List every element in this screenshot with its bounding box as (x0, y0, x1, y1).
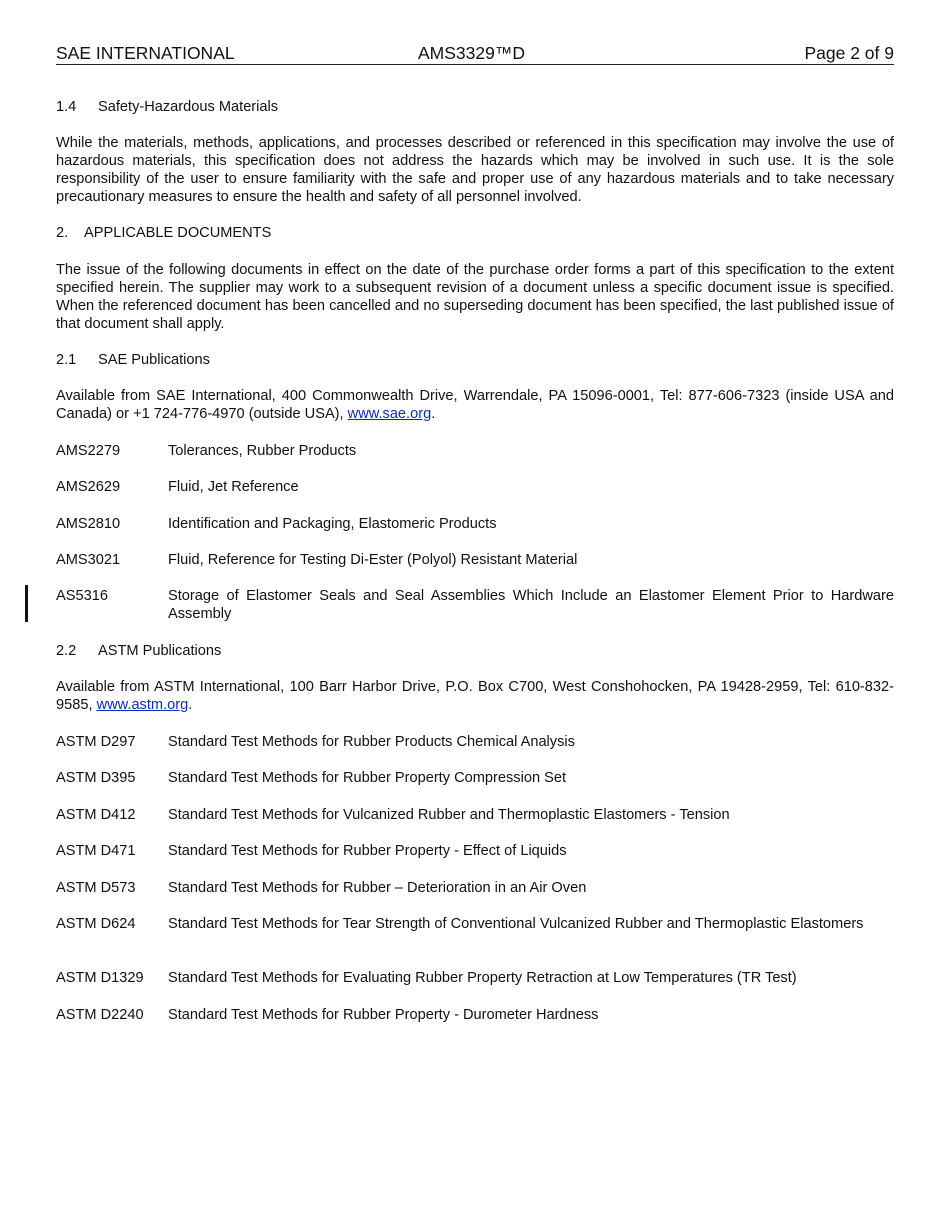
revision-change-bar (25, 585, 28, 622)
reference-code: ASTM D297 (56, 734, 136, 750)
astm-availability-paragraph (56, 678, 894, 714)
astm-website-link[interactable]: www.astm.org (96, 697, 189, 713)
reference-title: Tolerances, Rubber Products (168, 443, 357, 459)
reference-title: Standard Test Methods for Rubber Products Chemical Analysis (168, 734, 575, 750)
section-2-body: The issue of the following documents in effect on the date of the purchase order forms a part of this specification to the extent specified herein. The supplier may work to a subsequent revision of a document unless a specific document issue is specified. When the referenced document has been cancelled and no superseding document has been specified, the last published issue of that document shall apply. (56, 262, 894, 332)
section-number: 2. (56, 225, 69, 241)
header-org: SAE INTERNATIONAL (56, 43, 235, 63)
reference-code: AMS2810 (56, 516, 121, 532)
reference-code: AMS2629 (56, 479, 121, 495)
reference-code: ASTM D624 (56, 916, 136, 932)
section-number: 2.1 (56, 352, 77, 368)
reference-code: AMS2279 (56, 443, 121, 459)
reference-code: AMS3021 (56, 552, 121, 568)
reference-title: Standard Test Methods for Rubber Property Compression Set (168, 770, 567, 786)
section-number: 1.4 (56, 99, 77, 115)
reference-code: ASTM D2240 (56, 1007, 144, 1023)
section-2-1-heading (56, 351, 894, 369)
astm-availability-end: . (188, 697, 193, 713)
reference-title: Standard Test Methods for Rubber Property - Durometer Hardness (168, 1007, 599, 1023)
reference-title: Standard Test Methods for Vulcanized Rubber and Thermoplastic Elastomers - Tension (168, 807, 730, 823)
section-2-heading (56, 224, 894, 242)
reference-title: Standard Test Methods for Tear Strength of Conventional Vulcanized Rubber and Thermoplastic Elastomers (168, 916, 864, 932)
reference-title: Storage of Elastomer Seals and Seal Assemblies Which Include an Elastomer Element Prior to Hardware Assembly (168, 588, 894, 622)
section-title: ASTM Publications (98, 643, 222, 659)
reference-title: Fluid, Jet Reference (168, 479, 299, 495)
section-title: SAE Publications (98, 352, 210, 368)
reference-title: Standard Test Methods for Rubber Property - Effect of Liquids (168, 843, 567, 859)
section-title: APPLICABLE DOCUMENTS (84, 225, 272, 241)
header-page-number: Page 2 of 9 (804, 43, 894, 63)
section-number: 2.2 (56, 643, 77, 659)
sae-availability-end: . (431, 406, 436, 422)
reference-code: ASTM D471 (56, 843, 136, 859)
page-header (56, 42, 894, 65)
section-2-2-heading (56, 642, 894, 660)
reference-title: Fluid, Reference for Testing Di-Ester (Polyol) Resistant Material (168, 552, 578, 568)
reference-code: ASTM D573 (56, 880, 136, 896)
reference-code: ASTM D395 (56, 770, 136, 786)
sae-website-link[interactable]: www.sae.org (347, 406, 432, 422)
section-1-4-heading (56, 98, 894, 116)
astm-availability-text: Available from ASTM International, 100 Barr Harbor Drive, P.O. Box C700, West Conshohocken, PA 19428-2959, Tel: 610-832-9585, (56, 679, 894, 713)
reference-title: Standard Test Methods for Rubber – Deterioration in an Air Oven (168, 880, 587, 896)
sae-availability-text: Available from SAE International, 400 Commonwealth Drive, Warrendale, PA 15096-0001, Tel: 877-606-7323 (inside USA and Canada) or +1 724-776-4970 (outside USA), (56, 388, 894, 422)
header-doc-id: AMS3329™D (418, 43, 525, 63)
sae-availability-paragraph (56, 387, 894, 423)
reference-code: ASTM D1329 (56, 970, 144, 986)
reference-code: AS5316 (56, 588, 108, 604)
reference-code: ASTM D412 (56, 807, 136, 823)
section-1-4-body: While the materials, methods, applications, and processes described or referenced in this specification may involve the use of hazardous materials, this specification does not address the hazards which may be involved in such use. It is the sole responsibility of the user to ensure familiarity with the safe and proper use of any hazardous materials and to take necessary precautionary measures to ensure the health and safety of all personnel involved. (56, 135, 894, 205)
section-title: Safety-Hazardous Materials (98, 99, 279, 115)
reference-title: Standard Test Methods for Evaluating Rubber Property Retraction at Low Temperatures (TR Test) (168, 970, 797, 986)
reference-title: Identification and Packaging, Elastomeric Products (168, 516, 497, 532)
